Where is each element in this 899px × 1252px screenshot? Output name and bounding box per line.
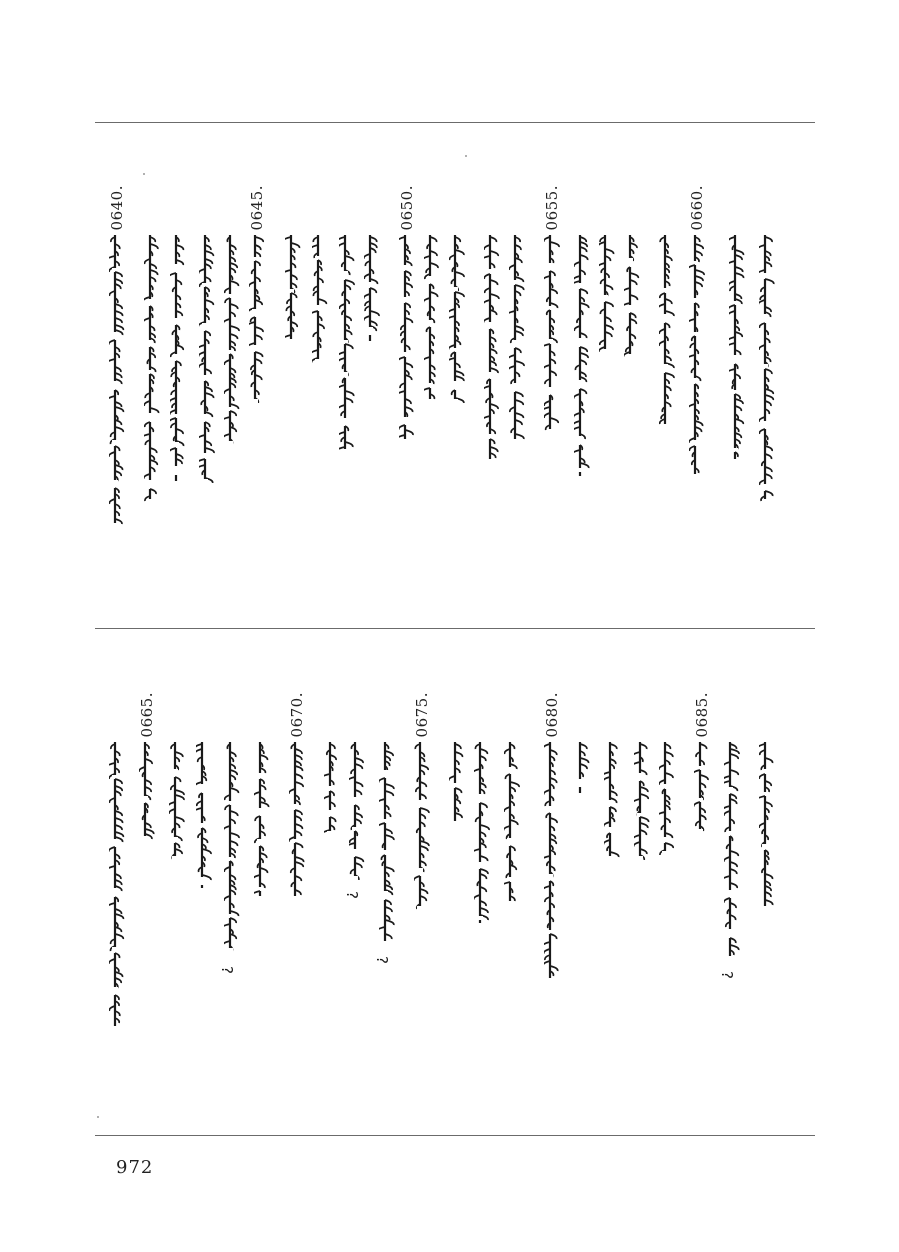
verse-line [335,123,361,628]
middle-rule [95,628,815,629]
verse-line [690,630,716,1135]
mongolian-script-line [599,233,613,353]
line-number: 0645. [248,185,266,231]
verse-line [410,630,436,1135]
verse-line [320,630,346,1135]
page-number: 972 [116,1157,154,1178]
verse-line [570,123,596,628]
mongolian-script-line [254,740,268,900]
verse-line [192,630,218,1135]
verse-line [281,123,307,628]
mongolian-script-line [339,233,353,453]
verse-line [395,123,421,628]
verse-line [620,123,646,628]
mongolian-script-line [285,233,299,343]
question-mark: ? [217,966,236,974]
verse-line [505,123,531,628]
verse-line [166,123,192,628]
question-mark: ? [342,891,361,899]
mongolian-script-line [196,740,210,890]
verse-line [195,123,221,628]
verse-line [445,123,471,628]
mongolian-script-line [504,740,518,905]
verse-line [470,630,496,1135]
verse-line [540,630,566,1135]
mongolian-script-line [224,740,238,955]
verse-line [135,630,161,1135]
mongolian-script-line [449,740,463,825]
mongolian-script-line [759,740,773,910]
verse-line [217,630,246,1135]
verse-line [755,123,781,628]
mongolian-script-line [109,740,123,1030]
mongolian-script-line [324,740,338,835]
line-number: 0650. [398,185,416,231]
line-number: 0660. [688,185,706,231]
verse-line [655,123,681,628]
mongolian-script-line [474,740,488,925]
verse-line [540,123,566,628]
line-number: 0640. [108,185,126,231]
mongolian-script-line [624,233,638,358]
verse-line [570,630,596,1135]
line-number: 0655. [543,185,561,231]
mongolian-script-line [224,233,238,448]
line-number: 0680. [543,692,561,738]
print-speck [143,173,145,175]
mongolian-script-line [169,740,183,860]
mongolian-script-line [574,740,588,795]
print-speck [465,155,467,157]
mongolian-script-line [544,740,558,985]
verse-line [245,123,271,628]
mongolian-script-line [724,740,738,960]
mongolian-script-line [414,740,428,910]
mongolian-script-line [289,740,303,900]
mongolian-script-line [424,233,438,403]
verse-line [420,123,446,628]
mongolian-script-line [399,233,413,443]
verse-panel-bottom [95,630,815,1135]
mongolian-script-line [170,233,184,483]
verse-line [725,123,751,628]
mongolian-script-line [484,233,498,463]
mongolian-script-line [364,233,378,343]
mongolian-script-line [659,233,673,428]
mongolian-script-line [379,740,393,945]
verse-line [755,630,781,1135]
mongolian-script-line [249,233,263,403]
verse-line [445,630,471,1135]
line-number: 0665. [138,692,156,738]
verse-panel-top [95,123,815,628]
verse-line [630,630,656,1135]
verse-line [250,630,276,1135]
question-mark: ? [372,956,391,964]
mongolian-script-line [349,740,363,880]
mongolian-script-line [604,740,618,860]
mongolian-script-line [634,740,648,860]
mongolian-script-line [544,233,558,433]
mongolian-script-line [694,740,708,835]
verse-line [105,630,131,1135]
line-number: 0675. [413,692,431,738]
mongolian-script-line [109,233,123,533]
bottom-rule [95,1135,815,1136]
verse-line [600,630,626,1135]
mongolian-script-line [199,233,213,483]
verse-line [285,630,311,1135]
verse-line [480,123,506,628]
verse-line [372,630,401,1135]
verse-line [105,123,131,628]
mongolian-script-line [689,233,703,478]
verse-line [220,123,246,628]
mongolian-script-line [759,233,773,503]
print-speck [97,1116,99,1118]
verse-line [717,630,746,1135]
verse-line [360,123,386,628]
mongolian-script-line [139,740,153,840]
mongolian-script-line [729,233,743,463]
mongolian-script-line [449,233,463,403]
verse-line [342,630,371,1135]
mongolian-script-line [144,233,158,503]
mongolian-script-line [509,233,523,443]
verse-line [500,630,526,1135]
mongolian-script-line [659,740,673,855]
mongolian-script-line [574,233,588,478]
verse-line [685,123,711,628]
verse-line [140,123,166,628]
verse-line [655,630,681,1135]
line-number: 0670. [288,692,306,738]
mongolian-script-line [312,233,326,363]
line-number: 0685. [693,692,711,738]
question-mark: ? [717,971,736,979]
verse-line [308,123,334,628]
verse-line [595,123,621,628]
verse-line [165,630,191,1135]
